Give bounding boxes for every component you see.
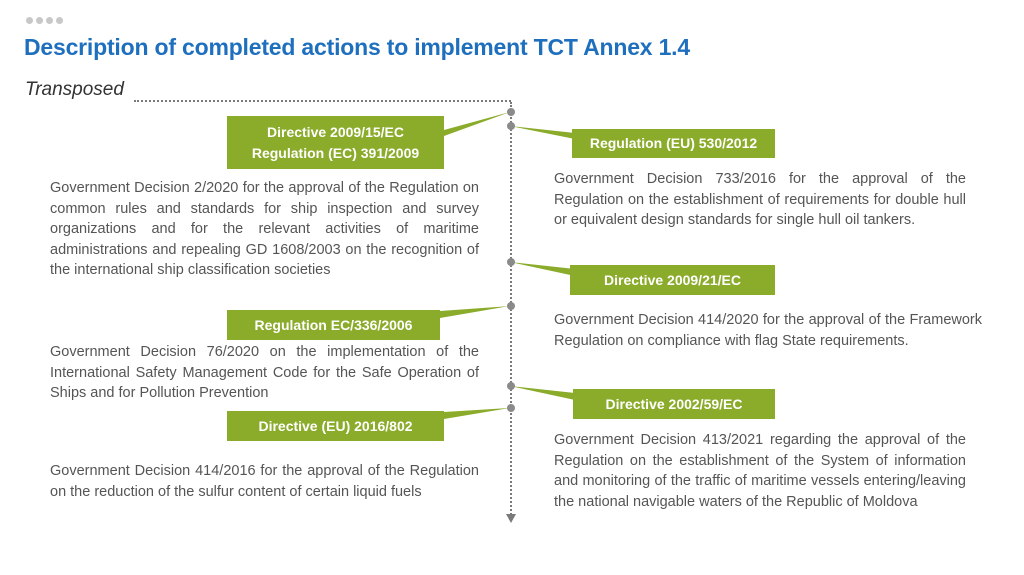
section-subtitle: Transposed: [25, 79, 124, 100]
page-title: Description of completed actions to implement TCT Annex 1.4: [24, 34, 690, 60]
connector-right-2: [510, 262, 575, 276]
timeline-node: [507, 122, 515, 130]
label-directive-2002-59-ec: [573, 389, 775, 419]
description-left-2: Government Decision 76/2020 on the implementation of the International Safety Management Code for the Safe Operation of Ships and for Pollution Prevention: [50, 344, 479, 401]
timeline-node: [507, 302, 515, 310]
label-directive-eu-2016-802: [227, 411, 444, 441]
description-right-2: Government Decision 414/2020 for the approval of the Framework Regulation on compliance with flag State requirements.: [554, 312, 982, 349]
timeline-axis: [510, 102, 512, 518]
connector-right-3: [510, 386, 575, 400]
label-line: Regulation (EC) 391/2009: [251, 144, 420, 161]
label-line: Directive 2009/21/EC: [604, 271, 741, 288]
label-line: Regulation (EU) 530/2012: [589, 135, 758, 151]
timeline-arrow-icon: [506, 514, 516, 523]
description-right-1: Government Decision 733/2016 for the approval of the Regulation on the establishment of requirements for double hull or equivalent design standards for single hull oil tankers.: [554, 171, 966, 228]
label-line: Regulation EC/336/2006: [254, 316, 413, 333]
timeline-node: [507, 404, 515, 412]
label-line: Directive (EU) 2016/802: [258, 417, 413, 434]
label-regulation-eu-530-2012: [572, 129, 775, 158]
description-left-3: Government Decision 414/2016 for the approval of the Regulation on the reduction of the sulfur content of certain liquid fuels: [50, 463, 479, 500]
connector-left-3: [444, 408, 510, 419]
description-right-3: Government Decision 413/2021 regarding the approval of the Regulation on the establishment of the System of information and monitoring of the traffic of maritime vessels entering/leaving the national navigable waters of the Republic of Moldova: [554, 432, 966, 510]
connector-left-2: [440, 306, 510, 318]
timeline-node: [507, 382, 515, 390]
label-regulation-ec-336-2006: [227, 310, 440, 340]
label-line: Directive 2002/59/EC: [605, 395, 743, 412]
connector-left-1: [444, 112, 510, 136]
timeline-node: [507, 108, 515, 116]
connector-right-1: [510, 126, 575, 139]
label-line: Directive 2009/15/EC: [267, 123, 404, 140]
label-directive-2009-21-ec: [570, 265, 775, 295]
timeline-node: [507, 258, 515, 266]
description-left-1: Government Decision 2/2020 for the approval of the Regulation on common rules and standards for ship inspection and survey organizations and for the relevant activities of maritime administrations and repealing GD 1608/2003 on the recognition of the international ship classification societies: [50, 180, 479, 278]
label-directive-2009-15-ec: [227, 116, 444, 169]
